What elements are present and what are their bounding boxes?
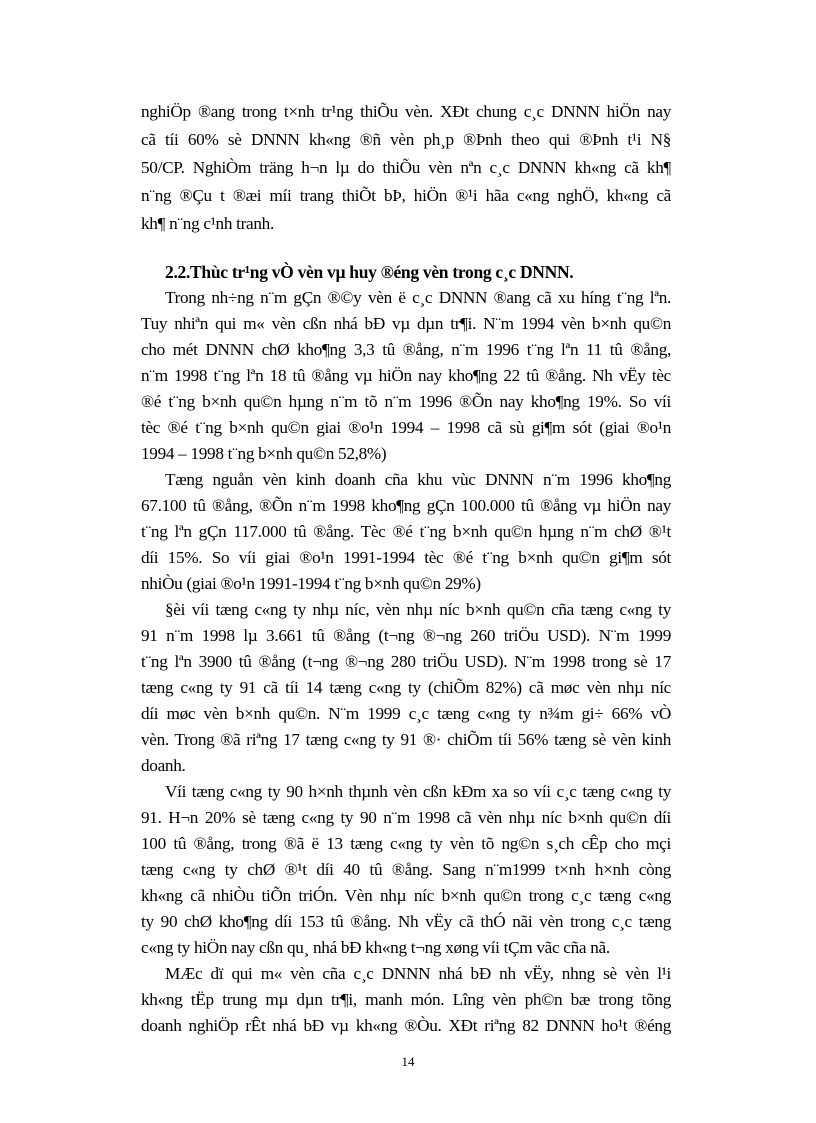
text-line: ®é t¨ng b×nh qu©n hµng n¨m tõ n¨m 1996 ®Õn nay kho¶ng 19%. So víi xyxy=(141,392,671,411)
text-line: 91. H¬n 20% sè tæng c«ng ty 90 n¨m 1998 cã vèn nhµ níc b×nh qu©n díi xyxy=(141,808,671,827)
text-line: c«ng ty hiÖn nay cßn qu¸ nhá bÐ kh«ng t¬ng xøng víi tÇm vãc cña nã. xyxy=(141,938,610,957)
text-line: Tæng nguån vèn kinh doanh cña khu vùc DNNN n¨m 1996 kho¶ng xyxy=(165,470,671,489)
text-line: tæng c«ng ty 91 cã tíi 14 tæng c«ng ty (chiÕm 82%) cã møc vèn nhµ níc xyxy=(141,678,671,697)
text-line: 67.100 tû ®ång, ®Õn n¨m 1998 kho¶ng gÇn 100.000 tû ®ång vµ hiÖn nay xyxy=(141,496,671,515)
text-line: Trong nh÷ng n¨m gÇn ®©y vèn ë c¸c DNNN ®ang cã xu híng t¨ng lªn. xyxy=(165,288,671,307)
text-line: t¨ng lªn 3900 tû ®ång (t¬ng ®¬ng 280 triÖu USD). N¨m 1998 trong sè 17 xyxy=(141,652,671,671)
text-line: Víi tæng c«ng ty 90 h×nh thµnh vèn cßn kÐm xa so víi c¸c tæng c«ng ty xyxy=(165,782,671,801)
text-line: kh«ng tËp trung mµ dµn tr¶i, manh món. Lîng vèn ph©n bæ trong tõng xyxy=(141,990,671,1009)
text-line: 91 n¨m 1998 lµ 3.661 tû ®ång (t¬ng ®¬ng 260 triÖu USD). N¨m 1999 xyxy=(141,626,671,645)
text-line: nhiÒu (giai ®o¹n 1991-1994 t¨ng b×nh qu©n 29%) xyxy=(141,574,481,593)
text-line: tèc ®é t¨ng b×nh qu©n giai ®o¹n 1994 – 1998 cã sù gi¶m sót (giai ®o¹n xyxy=(141,418,671,437)
text-line: díi møc vèn b×nh qu©n. N¨m 1999 c¸c tæng c«ng ty n¾m gi÷ 66% vÒ xyxy=(141,704,671,723)
text-line: 50/CP. NghiÒm träng h¬n lµ do thiÕu vèn nªn c¸c DNNN kh«ng cã kh¶ xyxy=(141,158,671,177)
text-line: Tuy nhiªn qui m« vèn cßn nhá bÐ vµ dµn tr¶i. N¨m 1994 vèn b×nh qu©n xyxy=(141,314,671,333)
text-line: t¨ng lªn gÇn 117.000 tû ®ång. Tèc ®é t¨ng b×nh qu©n hµng n¨m chØ ®¹t xyxy=(141,522,671,541)
text-line: kh«ng cã nhiÒu tiÕn triÓn. Vèn nhµ níc b×nh qu©n trong c¸c tæng c«ng xyxy=(141,886,671,905)
text-line: doanh nghiÖp rÊt nhá bÐ vµ kh«ng ®Òu. XÐt riªng 82 DNNN ho¹t ®éng xyxy=(141,1016,671,1035)
text-line: nghiÖp ®ang trong t×nh tr¹ng thiÕu vèn. XÐt chung c¸c DNNN hiÖn nay xyxy=(141,102,671,121)
text-line: kh¶ n¨ng c¹nh tranh. xyxy=(141,214,274,233)
text-line: doanh. xyxy=(141,756,186,775)
text-line: cho mét DNNN chØ kho¶ng 3,3 tû ®ång, n¨m 1996 t¨ng lªn 11 tû ®ång, xyxy=(141,340,671,359)
text-line: MÆc dï qui m« vèn cña c¸c DNNN nhá bÐ nh vËy, nhng sè vèn l¹i xyxy=(165,964,671,983)
text-line: cã tíi 60% sè DNNN kh«ng ®ñ vèn ph¸p ®Þnh theo qui ®Þnh t¹i N§ xyxy=(141,130,671,149)
text-line: vèn. Trong ®ã riªng 17 tæng c«ng ty 91 ®· chiÕm tíi 56% tæng sè vèn kinh xyxy=(141,730,671,749)
text-line: n¨m 1998 t¨ng lªn 18 tû ®ång vµ hiÖn nay kho¶ng 22 tû ®ång. Nh vËy tèc xyxy=(141,366,671,385)
section-heading: 2.2.Thùc tr¹ng vÒ vèn vµ huy ®éng vèn trong c¸c DNNN. xyxy=(165,262,574,282)
text-line: 1994 – 1998 t¨ng b×nh qu©n 52,8%) xyxy=(141,444,387,463)
text-line: 100 tû ®ång, trong ®ã ë 13 tæng c«ng ty vèn tõ ng©n s¸ch cÊp cho mçi xyxy=(141,834,671,853)
text-line: §èi víi tæng c«ng ty nhµ níc, vèn nhµ níc b×nh qu©n cña tæng c«ng ty xyxy=(165,600,671,619)
text-line: tæng c«ng ty chØ ®¹t díi 40 tû ®ång. Sang n¨m1999 t×nh h×nh còng xyxy=(141,860,671,879)
text-line: ty 90 chØ kho¶ng díi 153 tû ®ång. Nh vËy cã thÓ nãi vèn trong c¸c tæng xyxy=(141,912,671,931)
page-number: 14 xyxy=(401,1054,415,1069)
text-line: díi 15%. So víi giai ®o¹n 1991-1994 tèc ®é t¨ng b×nh qu©n gi¶m sót xyxy=(141,548,671,567)
text-line: n¨ng ®Çu t ®æi míi trang thiÕt bÞ, hiÖn ®¹i hãa c«ng nghÖ, kh«ng cã xyxy=(141,186,671,205)
